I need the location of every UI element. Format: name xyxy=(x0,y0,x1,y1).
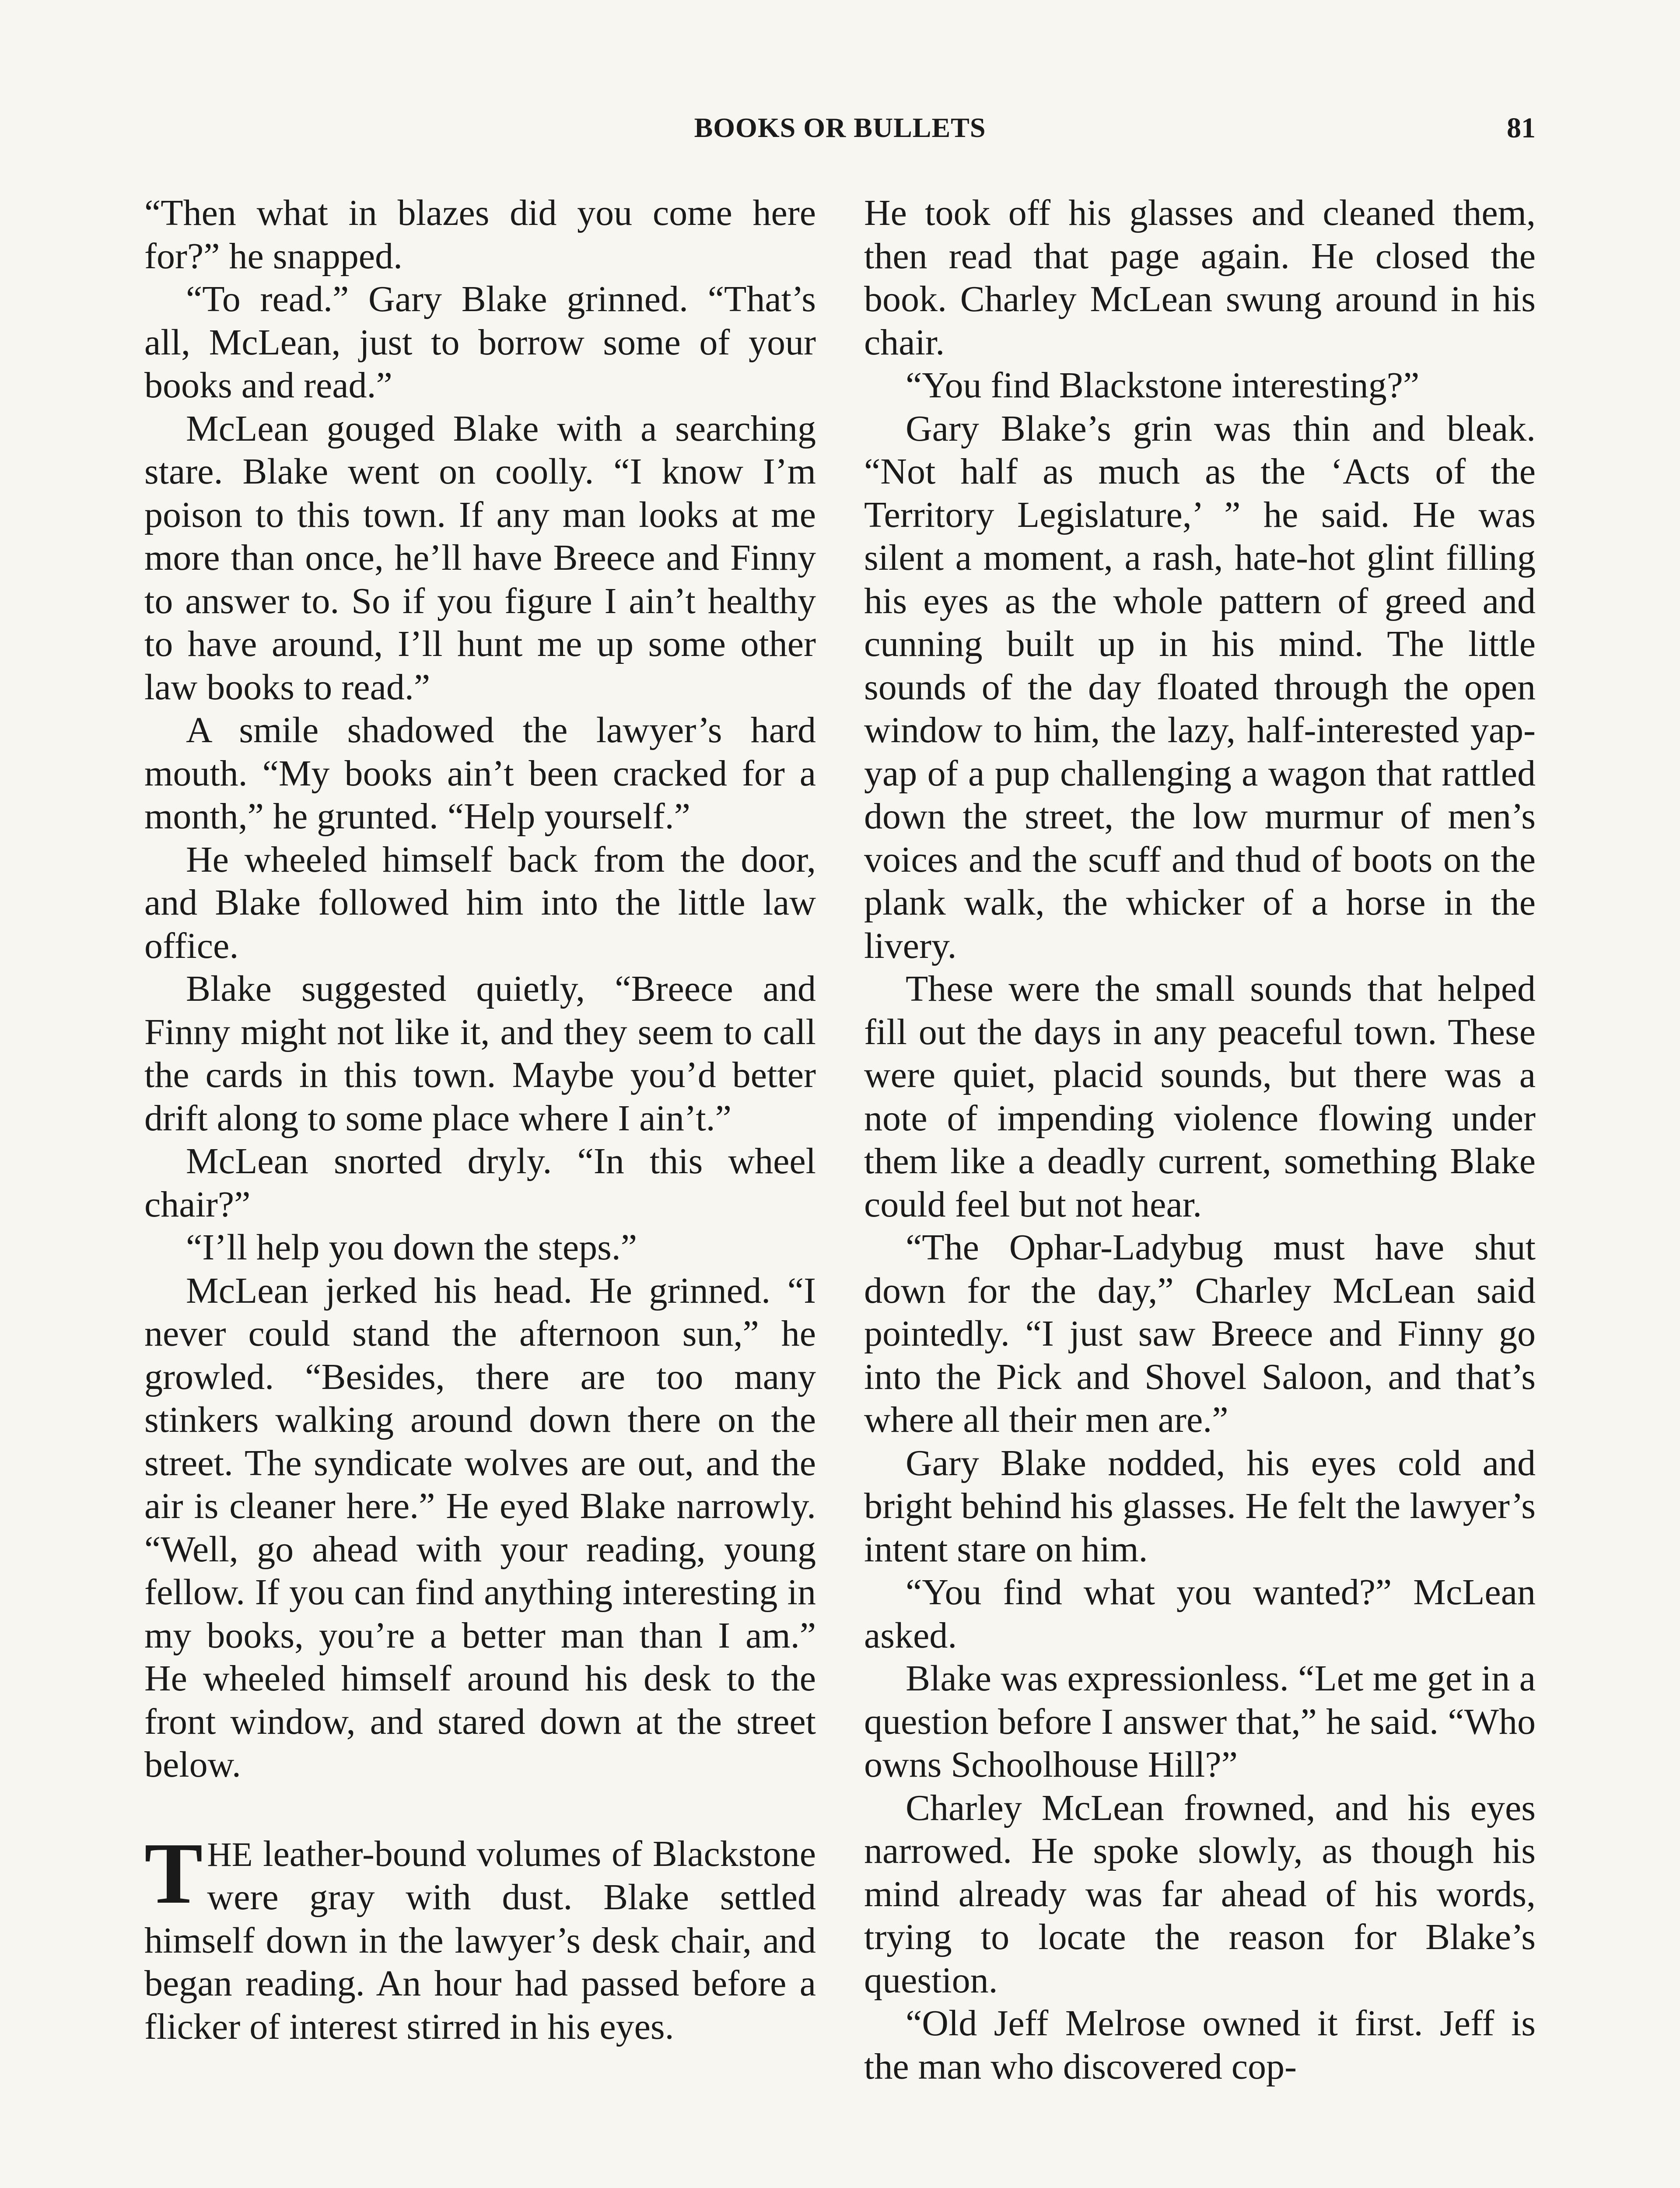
right-column xyxy=(864,192,1536,2088)
paragraph: McLean snorted dryly. “In this wheel chair?” xyxy=(144,1141,816,1225)
paragraph: “To read.” Gary Blake grinned. “That’s all, McLean, just to borrow some of your books and read.” xyxy=(144,279,816,406)
paragraph: Blake was expressionless. “Let me get in a question before I answer that,” he said. “Who owns Schoolhouse Hill?” xyxy=(864,1658,1536,1785)
running-head xyxy=(144,112,1536,155)
paragraph: Charley McLean frowned, and his eyes narrowed. He spoke slowly, as though his mind already was far ahead of his words, trying to locate the reason for Blake’s question. xyxy=(864,1787,1536,2001)
running-title: BOOKS OR BULLETS xyxy=(694,112,986,143)
left-column xyxy=(144,192,816,2048)
paragraph: “Then what in blazes did you come here for?” he snapped. xyxy=(144,193,816,277)
paragraph: “Old Jeff Melrose owned it first. Jeff is the man who discovered cop- xyxy=(864,2003,1536,2087)
page-number: 81 xyxy=(1507,112,1536,144)
paragraph: McLean gouged Blake with a searching stare. Blake went on coolly. “I know I’m poison to this town. If any man looks at me more than once, he’ll have Breece and Finny to answer to. So if you figure I ain’t healthy to have around, I’ll hunt me up some other law books to read.” xyxy=(144,408,816,708)
drop-cap: T xyxy=(144,1825,203,1922)
section-opening-text: leather-bound volumes of Blackstone were gray with dust. Blake settled himself down in the lawyer’s desk chair, and began reading. An hour had passed before a flicker of interest stirred in his eyes. xyxy=(144,1833,816,2047)
lead-caps: HE xyxy=(207,1835,253,1873)
paragraph: Gary Blake nodded, his eyes cold and bright behind his glasses. He felt the lawyer’s intent stare on him. xyxy=(864,1442,1536,1570)
paragraph: A smile shadowed the lawyer’s hard mouth. “My books ain’t been cracked for a month,” he grunted. “Help yourself.” xyxy=(144,710,816,837)
paragraph: He took off his glasses and cleaned them, then read that page again. He closed the book. Charley McLean swung around in his chair. xyxy=(864,193,1536,363)
paragraph: “The Ophar-Ladybug must have shut down for the day,” Charley McLean said pointedly. “I just saw Breece and Finny go into the Pick and Shovel Saloon, and that’s where all their men are.” xyxy=(864,1227,1536,1440)
section-opening-paragraph xyxy=(144,1825,816,2049)
paragraph: “You find Blackstone interesting?” xyxy=(906,365,1420,406)
paragraph: These were the small sounds that helped fill out the days in any peaceful town. These were quiet, placid sounds, but there was a note of impending violence flowing under them like a deadly current, something Blake could feel but not hear. xyxy=(864,968,1536,1225)
paragraph: “You find what you wanted?” McLean asked. xyxy=(864,1572,1536,1656)
paragraph: “I’ll help you down the steps.” xyxy=(186,1227,637,1268)
paragraph: Gary Blake’s grin was thin and bleak. “Not half as much as the ‘Acts of the Territory Legislature,’ ” he said. He was silent a moment, a rash, hate-hot glint filling his eyes as the whole pattern of greed and cunning built up in his mind. The little sounds of the day floated through the open window to him, the lazy, half-interested yap-yap of a pup challenging a wagon that rattled down the street, the low murmur of men’s voices and the scuff and thud of boots on the plank walk, the whicker of a horse in the livery. xyxy=(864,408,1536,966)
paragraph: He wheeled himself back from the door, and Blake followed him into the little law office. xyxy=(144,839,816,966)
paragraph: McLean jerked his head. He grinned. “I never could stand the afternoon sun,” he growled. “Besides, there are too many stinkers walking around down there on the street. The syndicate wolves are out, and the air is cleaner here.” He eyed Blake narrowly. “Well, go ahead with your reading, young fellow. If you can find anything interesting in my books, you’re a better man than I am.” He wheeled himself around his desk to the front window, and stared down at the street below. xyxy=(144,1270,816,1785)
paragraph: Blake suggested quietly, “Breece and Finny might not like it, and they seem to call the cards in this town. Maybe you’d better drift along to some place where I ain’t.” xyxy=(144,968,816,1139)
